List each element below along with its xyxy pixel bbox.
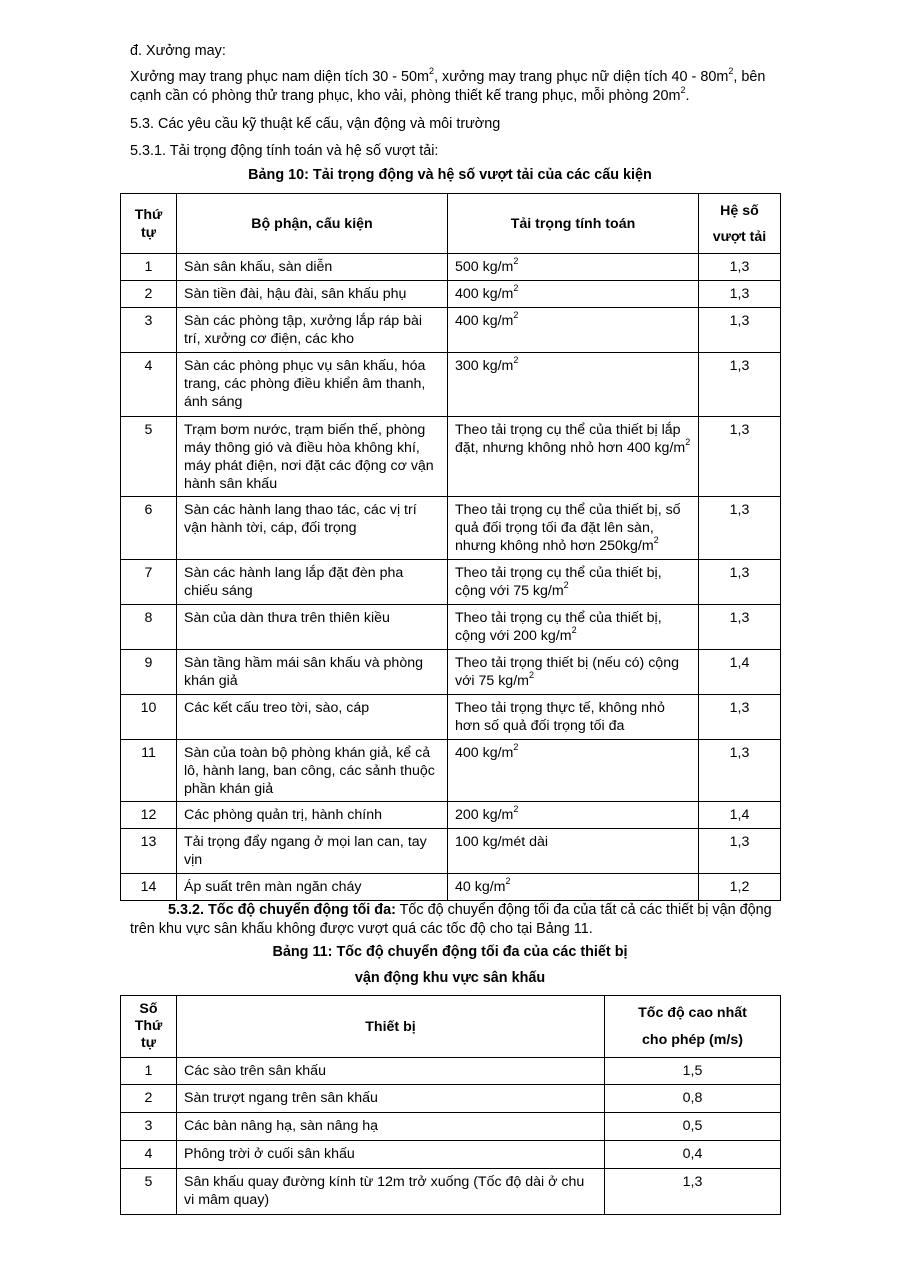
superscript: 2	[563, 580, 569, 591]
cell-num: 2	[121, 1085, 177, 1113]
speed-paragraph	[130, 901, 790, 939]
cell-num: 14	[121, 874, 177, 901]
load-text: 400 kg/m	[455, 286, 514, 302]
header-text: Tốc độ cao nhất	[638, 1005, 747, 1021]
cell-num: 7	[121, 560, 177, 605]
header-device: Thiết bị	[177, 996, 605, 1058]
superscript: 2	[513, 742, 519, 753]
cell-load	[448, 497, 699, 560]
cell-part: Sàn tiền đài, hậu đài, sân khấu phụ	[177, 281, 448, 308]
header-num	[121, 996, 177, 1058]
cell-part: Sàn của dàn thưa trên thiên kiều	[177, 605, 448, 650]
table10-caption: Bảng 10: Tải trọng động và hệ số vượt tải của các cấu kiện	[248, 167, 652, 183]
cell-load	[448, 417, 699, 497]
header-load: Tải trọng tính toán	[448, 194, 699, 254]
cell-factor: 1,3	[699, 254, 781, 281]
table-row	[121, 497, 781, 560]
cell-load	[448, 829, 699, 874]
cell-device: Các sào trên sân khấu	[177, 1058, 605, 1085]
load-text: Theo tải trọng cụ thể của thiết bị, cộng với 200 kg/m	[455, 610, 662, 644]
superscript: 2	[680, 85, 686, 96]
table-row	[121, 1141, 781, 1169]
table-10	[120, 193, 781, 901]
table-header-row	[121, 996, 781, 1058]
cell-num: 12	[121, 802, 177, 829]
text-span: Xưởng may trang phục nam diện tích 30 - 50m	[130, 69, 430, 85]
cell-device: Sàn trượt ngang trên sân khấu	[177, 1085, 605, 1113]
cell-part: Sàn sân khấu, sàn diễn	[177, 254, 448, 281]
superscript: 2	[513, 283, 519, 294]
table-11	[120, 995, 781, 1215]
header-num	[121, 194, 177, 254]
table11-caption-1: Bảng 11: Tốc độ chuyển động tối đa của các thiết bị	[272, 944, 628, 960]
cell-factor: 1,3	[699, 829, 781, 874]
superscript: 2	[728, 66, 734, 77]
text-span: trên khu vực sân khấu không được vượt quá các tốc độ cho tại Bảng 11.	[130, 921, 593, 937]
header-factor	[699, 194, 781, 254]
table-row	[121, 1113, 781, 1141]
superscript: 2	[685, 437, 691, 448]
header-text: cho phép (m/s)	[642, 1032, 743, 1048]
cell-part: Sàn các hành lang thao tác, các vị trí vận hành tời, cáp, đối trọng	[177, 497, 448, 560]
cell-factor: 1,4	[699, 802, 781, 829]
cell-speed: 0,8	[605, 1085, 781, 1113]
load-text: 400 kg/m	[455, 745, 514, 761]
cell-device: Phông trời ở cuối sân khấu	[177, 1141, 605, 1169]
cell-load	[448, 874, 699, 901]
cell-num: 13	[121, 829, 177, 874]
superscript: 2	[571, 625, 577, 636]
superscript: 2	[505, 876, 511, 887]
cell-num: 3	[121, 308, 177, 353]
cell-num: 10	[121, 695, 177, 740]
load-text: 400 kg/m	[455, 313, 514, 329]
cell-num: 11	[121, 740, 177, 802]
header-text: vượt tải	[712, 229, 767, 245]
cell-load	[448, 802, 699, 829]
cell-factor: 1,3	[699, 281, 781, 308]
cell-part: Tải trọng đẩy ngang ở mọi lan can, tay vịn	[177, 829, 448, 874]
cell-load	[448, 254, 699, 281]
header-text: Thứ	[134, 1018, 163, 1034]
table-row	[121, 560, 781, 605]
cell-factor: 1,3	[699, 497, 781, 560]
cell-factor: 1,3	[699, 695, 781, 740]
table-row	[121, 1058, 781, 1085]
cell-factor: 1,2	[699, 874, 781, 901]
table-row	[121, 308, 781, 353]
cell-speed: 0,4	[605, 1141, 781, 1169]
cell-num: 2	[121, 281, 177, 308]
cell-factor: 1,3	[699, 560, 781, 605]
cell-part: Các phòng quản trị, hành chính	[177, 802, 448, 829]
cell-num: 8	[121, 605, 177, 650]
cell-factor: 1,4	[699, 650, 781, 695]
cell-speed: 0,5	[605, 1113, 781, 1141]
superscript: 2	[513, 804, 519, 815]
cell-load	[448, 281, 699, 308]
cell-load	[448, 695, 699, 740]
cell-factor: 1,3	[699, 353, 781, 417]
cell-speed: 1,5	[605, 1058, 781, 1085]
header-text: tự	[141, 225, 156, 241]
load-text: 300 kg/m	[455, 358, 514, 374]
cell-num: 4	[121, 1141, 177, 1169]
cell-load	[448, 308, 699, 353]
cell-num: 1	[121, 1058, 177, 1085]
table-row	[121, 1085, 781, 1113]
superscript: 2	[429, 66, 435, 77]
superscript: 2	[528, 670, 534, 681]
cell-load	[448, 740, 699, 802]
table-row	[121, 281, 781, 308]
cell-part: Các kết cấu treo tời, sào, cáp	[177, 695, 448, 740]
superscript: 2	[513, 355, 519, 366]
table-row	[121, 802, 781, 829]
table-row	[121, 874, 781, 901]
load-text: Theo tải trọng cụ thể của thiết bị lắp đặt, nhưng không nhỏ hơn 400 kg/m	[455, 422, 686, 456]
workshop-paragraph	[130, 68, 790, 106]
superscript: 2	[653, 535, 659, 546]
header-text: Hệ số	[720, 203, 759, 219]
load-text: 100 kg/mét dài	[455, 834, 549, 850]
load-text: Theo tải trọng thiết bị (nếu có) cộng với 75 kg/m	[455, 655, 679, 689]
cell-num: 6	[121, 497, 177, 560]
cell-part: Trạm bơm nước, trạm biến thế, phòng máy thông gió và điều hòa không khí, máy phát điện, nơi đặt các động cơ vận hành sân khấu	[177, 417, 448, 497]
table-row	[121, 605, 781, 650]
load-text: 200 kg/m	[455, 807, 514, 823]
cell-num: 1	[121, 254, 177, 281]
cell-num: 4	[121, 353, 177, 417]
table-row	[121, 353, 781, 417]
table-row	[121, 829, 781, 874]
table11-caption-2: vận động khu vực sân khấu	[354, 970, 546, 986]
load-text: 40 kg/m	[455, 879, 506, 895]
table-row	[121, 740, 781, 802]
text-span: Tốc độ chuyển động tối đa của tất cả các thiết bị vận động	[395, 902, 772, 918]
header-text: tự	[141, 1035, 156, 1051]
superscript: 2	[513, 310, 519, 321]
section-heading-workshop: đ. Xưởng may:	[130, 43, 226, 59]
table-row	[121, 1169, 781, 1215]
header-part: Bộ phận, cấu kiện	[177, 194, 448, 254]
load-text: Theo tải trọng cụ thể của thiết bị, số quả đối trọng tối đa đặt lên sàn, nhưng không nhỏ hơn 250kg/m	[455, 502, 681, 554]
cell-load	[448, 605, 699, 650]
table-header-row	[121, 194, 781, 254]
cell-load	[448, 560, 699, 605]
cell-part: Sàn các phòng phục vụ sân khấu, hóa trang, các phòng điều khiển âm thanh, ánh sáng	[177, 353, 448, 417]
cell-num: 9	[121, 650, 177, 695]
text-span: , xưởng may trang phục nữ diện tích 40 - 80m	[434, 69, 729, 85]
cell-part: Sàn của toàn bộ phòng khán giả, kể cả lô, hành lang, ban công, các sảnh thuộc phần khán giả	[177, 740, 448, 802]
cell-load	[448, 650, 699, 695]
cell-speed: 1,3	[605, 1169, 781, 1215]
table-row	[121, 254, 781, 281]
table-row	[121, 695, 781, 740]
cell-device: Sân khấu quay đường kính từ 12m trở xuống (Tốc độ dài ở chu vi mâm quay)	[177, 1169, 605, 1215]
cell-num: 3	[121, 1113, 177, 1141]
table-row	[121, 417, 781, 497]
load-text: Theo tải trọng thực tế, không nhỏ hơn số quả đối trọng tối đa	[455, 700, 665, 734]
cell-part: Sàn các hành lang lắp đặt đèn pha chiếu sáng	[177, 560, 448, 605]
load-text: Theo tải trọng cụ thể của thiết bị, cộng với 75 kg/m	[455, 565, 662, 599]
header-text: Thứ	[134, 207, 163, 223]
cell-factor: 1,3	[699, 308, 781, 353]
cell-part: Sàn các phòng tập, xưởng lắp ráp bài trí, xưởng cơ điện, các kho	[177, 308, 448, 353]
cell-factor: 1,3	[699, 417, 781, 497]
cell-part: Áp suất trên màn ngăn cháy	[177, 874, 448, 901]
cell-device: Các bàn nâng hạ, sàn nâng hạ	[177, 1113, 605, 1141]
table-row	[121, 650, 781, 695]
speed-heading: 5.3.2. Tốc độ chuyển động tối đa:	[168, 902, 396, 918]
text-span: .	[685, 88, 690, 104]
text-span: , bên cạnh cần có phòng thử trang phục, kho vải, phòng thiết kế trang phục, mỗi phòng 20m	[130, 69, 766, 104]
header-speed	[605, 996, 781, 1058]
cell-part: Sàn tầng hầm mái sân khấu và phòng khán giả	[177, 650, 448, 695]
cell-factor: 1,3	[699, 740, 781, 802]
load-text: 500 kg/m	[455, 259, 514, 275]
section-heading-5-3: 5.3. Các yêu cầu kỹ thuật kế cấu, vận động và môi trường	[130, 116, 501, 132]
header-text: Số	[139, 1001, 158, 1017]
cell-num: 5	[121, 417, 177, 497]
section-heading-5-3-1: 5.3.1. Tải trọng động tính toán và hệ số vượt tải:	[130, 143, 439, 159]
cell-load	[448, 353, 699, 417]
cell-num: 5	[121, 1169, 177, 1215]
cell-factor: 1,3	[699, 605, 781, 650]
superscript: 2	[513, 256, 519, 267]
